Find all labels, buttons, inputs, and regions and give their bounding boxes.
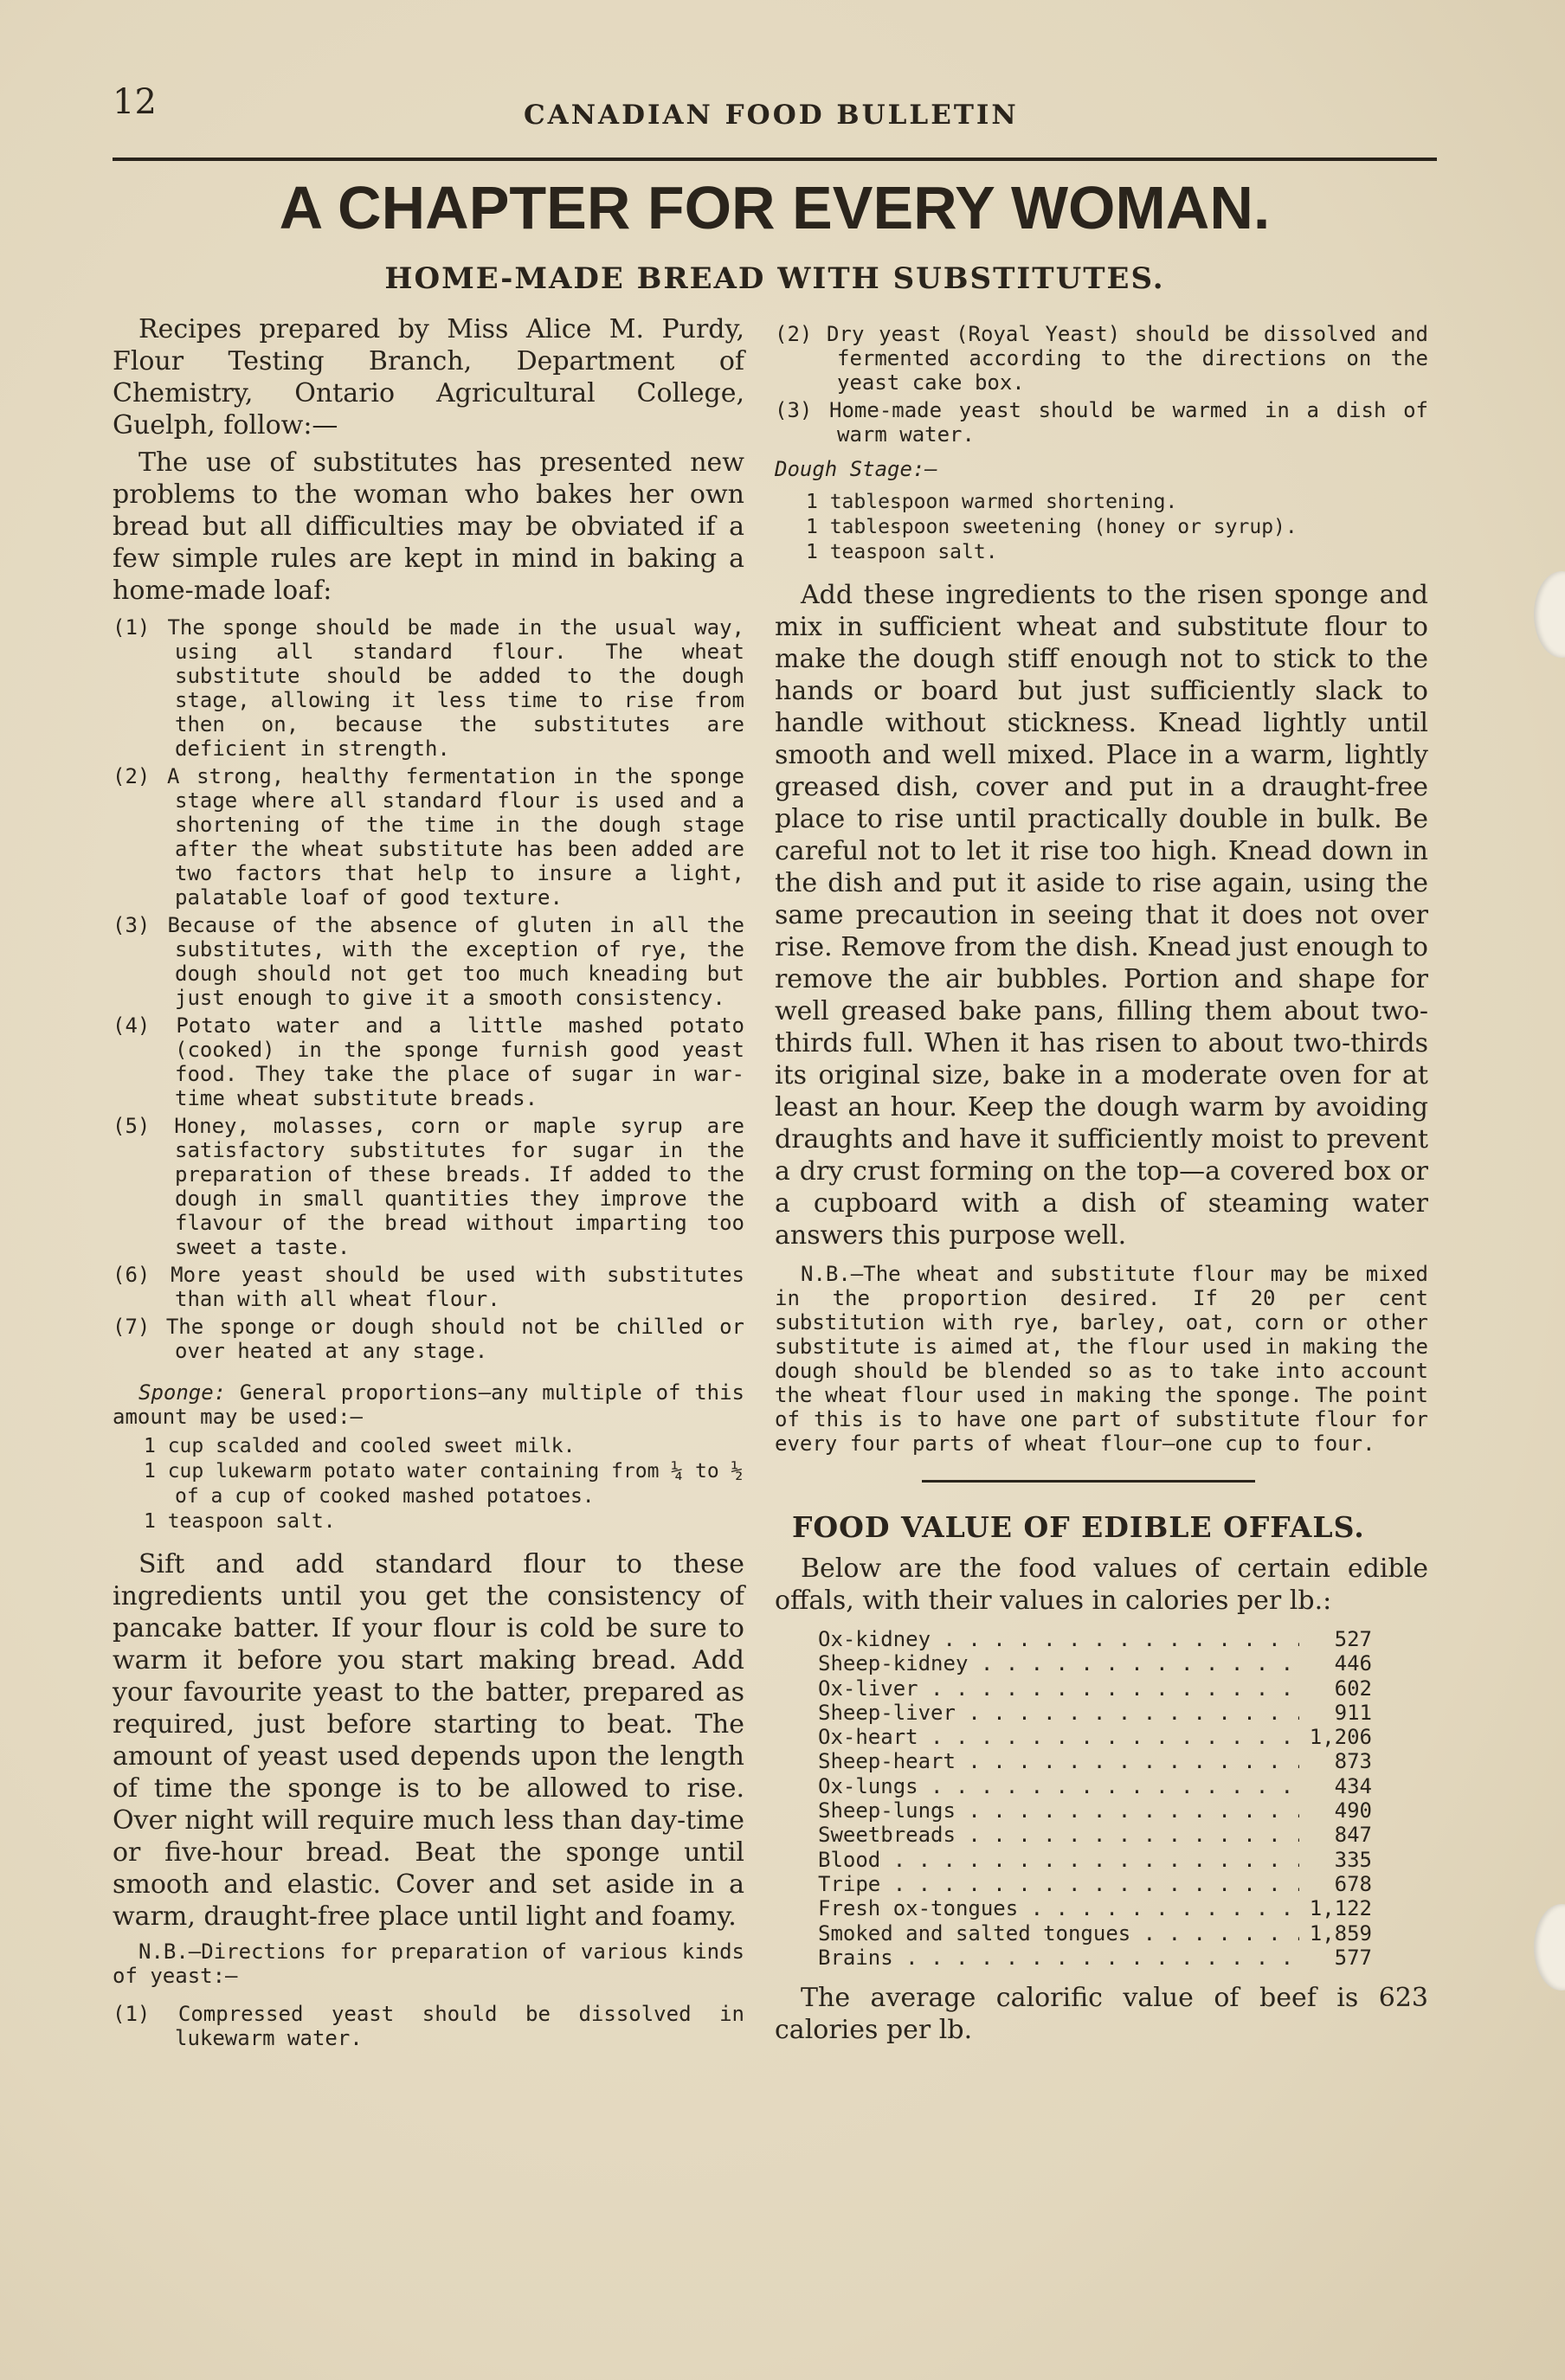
binder-hole [1534, 571, 1565, 658]
offal-name: Sheep-liver . . . [818, 1701, 1299, 1725]
offal-name: Brains . . . [818, 1946, 1299, 1970]
list-item: (1) Compressed yeast should be dissolved in lukewarm water. [113, 2002, 744, 2050]
dough-stage-label: Dough Stage:— [775, 457, 937, 481]
calorie-value: 490 [1334, 1798, 1372, 1824]
left-column [113, 313, 744, 2054]
table-row [818, 1921, 1372, 1946]
table-row [818, 1823, 1372, 1847]
ingredient: 1 cup scalded and cooled sweet milk. [144, 1435, 576, 1457]
calorie-value: 577 [1334, 1945, 1372, 1970]
intro-paragraph: Recipes prepared by Miss Alice M. Purdy, Flour Testing Branch, Department of Chemistry, Ontario Agricultural College, Guelph, follow:— [113, 314, 744, 441]
sponge-text: General proportions—any multiple of this amount may be used:— [113, 1380, 744, 1429]
table-row [818, 1946, 1372, 1970]
offal-name: Blood . . . [818, 1848, 1299, 1872]
sponge-label: Sponge: [138, 1380, 227, 1405]
article-title: A CHAPTER FOR EVERY WOMAN. [279, 174, 1271, 241]
offal-name: Tripe . . . [818, 1872, 1299, 1896]
calorie-value: 527 [1334, 1627, 1372, 1651]
calorie-value: 911 [1334, 1700, 1372, 1725]
offal-name: Ox-lungs . . . [818, 1774, 1299, 1798]
offal-name: Fresh ox-tongues . . . [818, 1896, 1299, 1920]
table-row [818, 1872, 1372, 1896]
list-item: (1) The sponge should be made in the usual way, using all standard flour. The wheat substitute should be added to the dough stage, allowing it less time to rise from then on, because the substitutes are deficient in strength. [113, 615, 744, 761]
nb-flour: N.B.—The wheat and substitute flour may be mixed in the proportion desired. If 20 per cent substitution with rye, barley, oat, corn or other substitute is aimed at, the flour used in making the dough should be blended so as to take into account the wheat flour used in making the sponge. The point of this is to have one part of substitute flour for every four parts of wheat flour—one cup to four. [775, 1262, 1428, 1456]
offal-name: Sweetbreads . . . [818, 1823, 1299, 1847]
table-row [818, 1749, 1372, 1773]
list-item: (7) The sponge or dough should not be chilled or over heated at any stage. [113, 1315, 744, 1363]
list-item: (3) Home-made yeast should be warmed in a dish of warm water. [775, 398, 1428, 447]
ingredient: 1 cup lukewarm potato water containing from ¼ to ½ of a cup of cooked mashed potatoes. [144, 1460, 744, 1508]
offal-name: Sheep-kidney . . . [818, 1651, 1299, 1676]
running-head: CANADIAN FOOD BULLETIN [524, 100, 1019, 131]
calorie-value: 678 [1334, 1871, 1372, 1896]
table-row [818, 1701, 1372, 1725]
table-row [818, 1651, 1372, 1676]
table-row [818, 1627, 1372, 1651]
ingredient: 1 tablespoon sweetening (honey or syrup). [806, 516, 1298, 538]
sponge-proportions [113, 1380, 744, 1429]
article-subtitle: HOME-MADE BREAD WITH SUBSTITUTES. [384, 261, 1165, 296]
offal-name: Smoked and salted tongues . . . [818, 1921, 1299, 1946]
page-header [113, 82, 1437, 143]
list-item: (2) A strong, healthy fermentation in the sponge stage where all standard flour is used and a shortening of the time in the dough stage after the wheat substitute has been added are two factors that help to insure a light, palatable loaf of good texture. [113, 764, 744, 910]
table-row [818, 1896, 1372, 1920]
calorie-value: 1,859 [1309, 1920, 1372, 1946]
calorie-value: 847 [1334, 1823, 1372, 1848]
list-item: (3) Because of the absence of gluten in all the substitutes, with the exception of rye, the dough should not get too much kneading but just enough to give it a smooth consistency. [113, 913, 744, 1010]
page-number: 12 [113, 82, 157, 122]
paragraph: Sift and add standard flour to these ingredients until you get the consistency of pancake batter. If your flour is cold be sure to warm it before you start making bread. Add your favourite yeast to the batter, prepared as required, just before starting to beat. The amount of yeast used depends upon the length of time the sponge is to be allowed to rise. Over night will require much less than day-time or five-hour bread. Beat the sponge until smooth and elastic. Cover and set aside in a warm, draught-free place until light and foamy. [113, 1549, 744, 1932]
table-row [818, 1725, 1372, 1749]
binder-hole [1534, 1904, 1565, 1991]
table-row [818, 1676, 1372, 1701]
ingredient: 1 teaspoon salt. [144, 1510, 336, 1533]
list-item: (4) Potato water and a little mashed potato (cooked) in the sponge furnish good yeast food. They take the place of sugar in war-time wheat substitute breads. [113, 1013, 744, 1110]
offal-name: Sheep-lungs . . . [818, 1798, 1299, 1823]
paragraph: Add these ingredients to the risen sponge and mix in sufficient wheat and substitute flour to make the dough stiff enough not to stick to the hands or board but just sufficiently slack to handle without stickness. Knead lightly until smooth and well mixed. Place in a warm, lightly greased dish, cover and put in a draught-free place to rise until practically double in bulk. Be careful not to let it rise too high. Knead down in the dish and put it aside to rise again, using the same precaution in seeing that it does not over rise. Remove from the dish. Knead just enough to remove the air bubbles. Portion and shape for well greased bake pans, filling them about two-thirds full. When it has risen to about two-thirds its original size, bake in a moderate oven for at least an hour. Keep the dough warm by avoiding draughts and have it sufficiently moist to prevent a dry crust forming on the top—a covered box or a cupboard with a dish of steaming water answers this purpose well. [775, 580, 1428, 1251]
table-row [818, 1774, 1372, 1798]
calorie-table [818, 1627, 1372, 1970]
dough-ingredients [775, 490, 1428, 565]
calorie-value: 1,206 [1309, 1725, 1372, 1750]
calorie-value: 602 [1334, 1676, 1372, 1701]
list-item: (2) Dry yeast (Royal Yeast) should be dissolved and fermented according to the directions on the yeast cake box. [775, 322, 1428, 395]
section-divider [922, 1480, 1255, 1483]
right-column [775, 322, 1428, 2051]
sponge-ingredients [113, 1434, 744, 1534]
list-item: (5) Honey, molasses, corn or maple syrup are satisfactory substitutes for sugar in the preparation of these breads. If added to the dough in small quantities they improve the flavour of the bread without imparting too sweet a taste. [113, 1114, 744, 1259]
calorie-value: 873 [1334, 1749, 1372, 1774]
calorie-value: 446 [1334, 1651, 1372, 1676]
nb-yeast: N.B.—Directions for preparation of various kinds of yeast:— [113, 1939, 744, 1988]
ingredient: 1 teaspoon salt. [806, 541, 998, 563]
ingredient: 1 tablespoon warmed shortening. [806, 491, 1178, 513]
header-rule [113, 158, 1437, 161]
calorie-value: 434 [1334, 1773, 1372, 1798]
table-row [818, 1798, 1372, 1823]
rules-list [113, 615, 744, 1363]
offals-heading: FOOD VALUE OF EDIBLE OFFALS. [792, 1510, 1365, 1544]
calorie-value: 335 [1334, 1847, 1372, 1872]
offals-footer: The average calorific value of beef is 623 calories per lb. [775, 1983, 1428, 2046]
paragraph: The use of substitutes has presented new problems to the woman who bakes her own bread but all difficulties may be obviated if a few simple rules are kept in mind in baking a home-made loaf: [113, 447, 744, 606]
calorie-value: 1,122 [1309, 1896, 1372, 1921]
offal-name: Sheep-heart . . . [818, 1749, 1299, 1773]
offal-name: Ox-kidney . . . [818, 1627, 1299, 1651]
offal-name: Ox-liver . . . [818, 1676, 1299, 1701]
offals-intro: Below are the food values of certain edible offals, with their values in calories per lb.: [775, 1553, 1428, 1616]
list-item: (6) More yeast should be used with substitutes than with all wheat flour. [113, 1263, 744, 1311]
table-row [818, 1848, 1372, 1872]
offal-name: Ox-heart . . . [818, 1725, 1299, 1749]
